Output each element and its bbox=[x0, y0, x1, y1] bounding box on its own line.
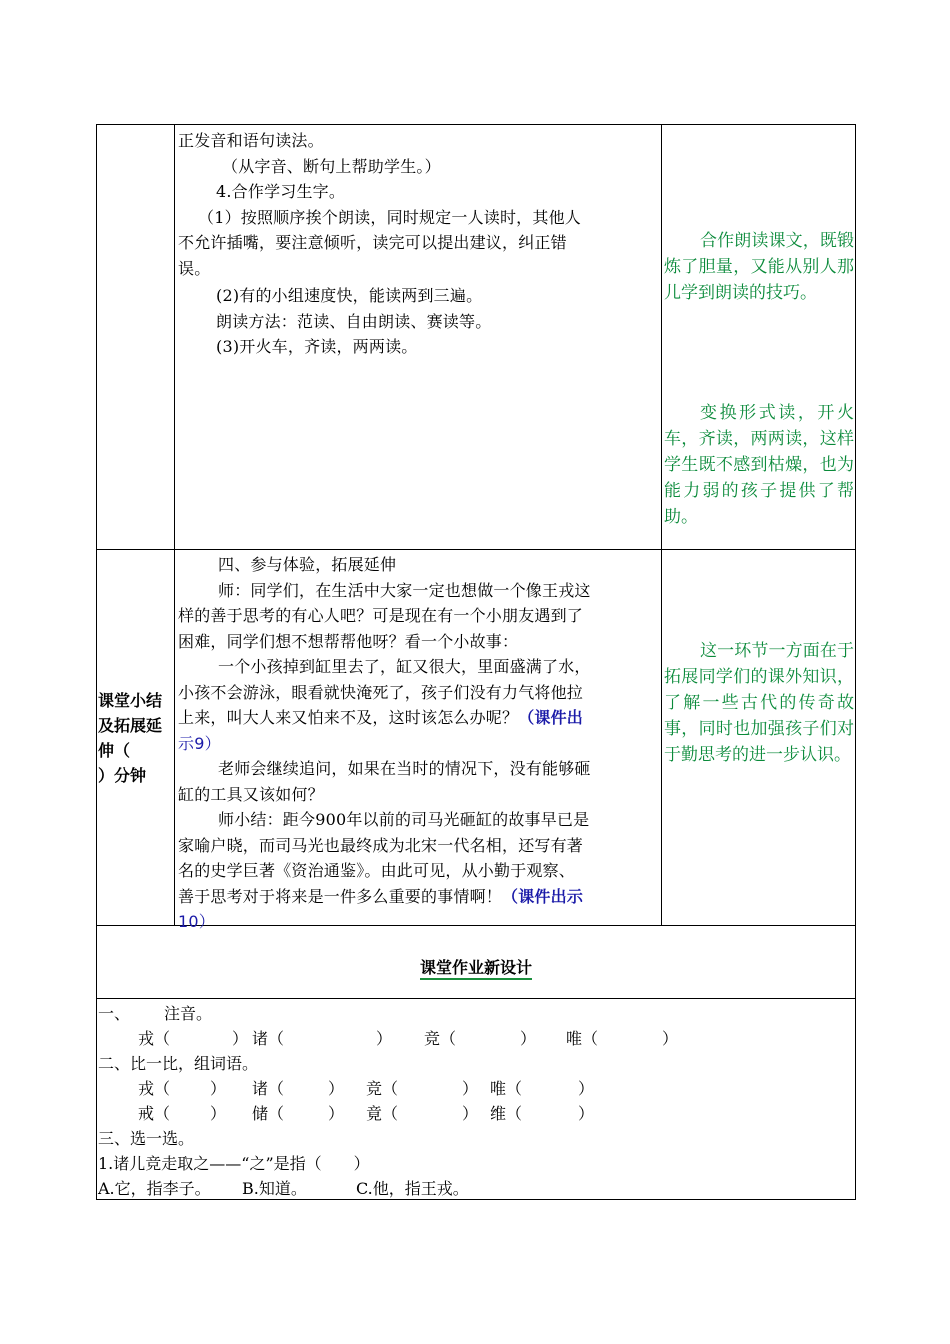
column-divider-left bbox=[174, 124, 175, 926]
content-line: 朗读方法：范读、自由朗读、赛读等。 bbox=[216, 311, 492, 331]
courseware-ref-9: （课件出 bbox=[518, 708, 584, 727]
question-2-heading: 二、比一比，组词语。 bbox=[98, 1054, 259, 1073]
content-line: 不允许插嘴，要注意倾听，读完可以提出建议，纠正错 bbox=[178, 233, 567, 252]
design-note-3: 这一环节一方面在于拓展同学们的课外知识，了解一些古代的传奇故事，同时也加强孩子们对于勤思考的进一步认识。 bbox=[664, 641, 854, 765]
row-divider-1 bbox=[96, 549, 856, 550]
question-1-heading: 一、 注音。 bbox=[98, 1004, 213, 1023]
homework-title: 课堂作业新设计 bbox=[96, 955, 856, 978]
homework-content bbox=[98, 1001, 850, 1201]
courseware-ref-10: （课件出示 bbox=[502, 886, 584, 906]
option-c: C.他，指王戎。 bbox=[356, 1179, 469, 1198]
option-a: A.它，指李子。 bbox=[98, 1179, 211, 1198]
question-2-row-1: 戎（ ） 诸（ ） 竞（ ） 唯（ ） bbox=[138, 1079, 595, 1098]
content-line: (2)有的小组速度快，能读两到三遍。 bbox=[216, 286, 483, 305]
content-line: （1）按照顺序挨个朗读，同时规定一人读时，其他人 bbox=[198, 207, 581, 227]
courseware-ref-10-end: 10） bbox=[178, 912, 215, 931]
question-2-row-2: 戒（ ） 储（ ） 竟（ ） 维（ ） bbox=[138, 1104, 595, 1123]
content-line: （从字音、断句上帮助学生。） bbox=[222, 156, 441, 176]
section-heading: 四、参与体验，拓展延伸 bbox=[218, 555, 397, 574]
courseware-ref-9-end: 示9） bbox=[178, 733, 221, 753]
option-b: B.知道。 bbox=[242, 1179, 307, 1198]
question-3-prompt: 1.诸儿竞走取之——“之”是指（ ） bbox=[98, 1154, 370, 1173]
extension-content: 四、参与体验，拓展延伸 师：同学们，在生活中大家一定也想做一个像王戎这 样的善于思考的有心人吧？可是现在有一个小朋友遇到了 困难，同学们想不想帮帮他呀？看一个小故事： 一个小孩掉到缸里去了，缸又很大，里面盛满了水， 小孩不会游泳，眼看就快淹死了，孩子们没有力气将他拉 上来，叫大人来又怕来不及，这时该怎么办呢？（课件出 示9） 老师会继续追问，如果在当时的情况下，没有能够砸 缸的工具又该如何？ 师小结：距今900年以前的司马光砸缸的故事早已是 家喻户晓，而司马光也最终成为北宋一代名相，还写有著 名的史学巨著《资治通鉴》。由此可见，从小勤于观察、 善于思考对于将来是一件多么重要的事情啊！（课件出示 10） bbox=[178, 552, 662, 935]
design-note-2: 变换形式读，开火车，齐读，两两读，这样学生既不感到枯燥，也为能力弱的孩子提供了帮助。 bbox=[664, 403, 854, 527]
summary-row-label: 课堂小结 及拓展延 伸（ ）分钟 bbox=[98, 691, 163, 785]
question-3-heading: 三、选一选。 bbox=[98, 1129, 195, 1148]
reading-practice-content bbox=[178, 128, 660, 360]
question-1-items: 戎（ ） 诸（ ） 竞（ ） 唯（ ） bbox=[138, 1029, 679, 1048]
content-line: (3)开火车，齐读，两两读。 bbox=[216, 337, 418, 356]
content-line: 正发音和语句读法。 bbox=[178, 131, 324, 150]
design-note-1: 合作朗读课文，既锻炼了胆量，又能从别人那儿学到朗读的技巧。 bbox=[664, 231, 854, 303]
content-line: 误。 bbox=[178, 258, 211, 278]
question-3-options bbox=[98, 1176, 850, 1201]
content-line: 4.合作学习生字。 bbox=[216, 182, 346, 201]
row-divider-3 bbox=[96, 998, 856, 999]
